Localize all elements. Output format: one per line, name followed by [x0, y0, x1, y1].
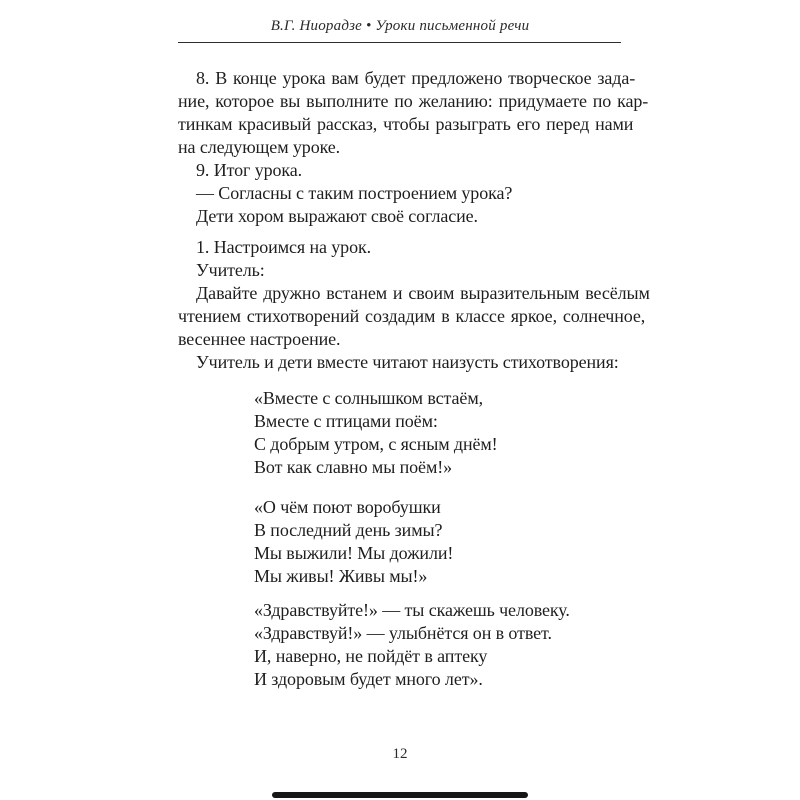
poem-sparrows — [254, 496, 621, 588]
poem-line: С добрым утром, с ясным днём! — [254, 434, 498, 454]
poem-line: В последний день зимы? — [254, 520, 443, 540]
paragraph-8-line: тинкам красивый рассказ, чтобы разыграть его перед нами — [178, 114, 634, 134]
poem-line: Мы живы! Живы мы!» — [254, 566, 428, 586]
running-header: В.Г. Ниорадзе • Уроки письменной речи — [270, 18, 530, 34]
poem-line: И, наверно, не пойдёт в аптеку — [254, 646, 488, 666]
poem-line: «О чём поют воробушки — [254, 497, 441, 517]
paragraph-8-line: ние, которое вы выполните по желанию: придумаете по кар- — [178, 91, 649, 111]
poem-sun — [254, 387, 621, 479]
poem-line: Вместе с птицами поём: — [254, 411, 438, 431]
page-body — [178, 67, 650, 691]
poem-line: «Вместе с солнышком встаём, — [254, 388, 484, 408]
poem-line: «Здравствуй!» — улыбнётся он в ответ. — [254, 623, 552, 643]
stage-remark: Учитель и дети вместе читают наизусть стихотворения: — [196, 352, 619, 372]
poem-line: Вот как славно мы поём!» — [254, 457, 453, 477]
stage-remark: Дети хором выражают своё согласие. — [196, 206, 478, 226]
dialog-question: — Согласны с таким построением урока? — [196, 183, 513, 203]
page-number: 12 — [392, 746, 408, 762]
poem-line: «Здравствуйте!» — ты скажешь человеку. — [254, 600, 570, 620]
item-1-heading: 1. Настроимся на урок. — [196, 237, 372, 257]
poem-hello — [254, 599, 621, 691]
teacher-speech-line: весеннее настроение. — [178, 329, 341, 349]
teacher-label: Учитель: — [196, 260, 265, 280]
home-indicator-bar — [272, 792, 528, 798]
poem-line: И здоровым будет много лет». — [254, 669, 483, 689]
paragraph-8-line: 8. В конце урока вам будет предложено творческое зада- — [196, 68, 636, 88]
teacher-speech-line: чтением стихотворений создадим в классе яркое, солнечное, — [178, 306, 646, 326]
paragraph-8-line: на следующем уроке. — [178, 137, 341, 157]
header-rule — [178, 42, 621, 43]
teacher-speech-line: Давайте дружно встанем и своим выразительным весёлым — [196, 283, 650, 303]
poem-line: Мы выжили! Мы дожили! — [254, 543, 454, 563]
item-9-heading: 9. Итог урока. — [196, 160, 303, 180]
